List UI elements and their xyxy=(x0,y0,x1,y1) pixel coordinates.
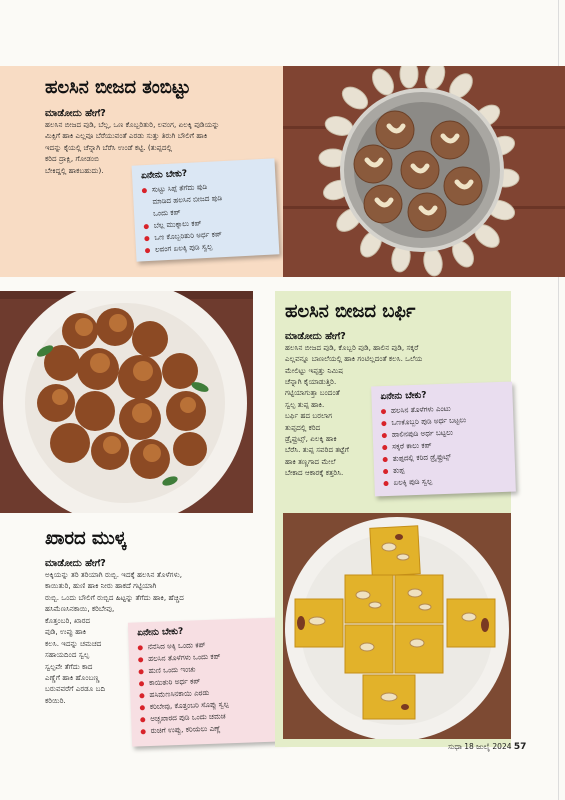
method-line: ಬೇಕಾದ ಆಕಾರಕ್ಕೆ ಕತ್ತರಿಸಿ. xyxy=(285,468,344,478)
method-line: ರುಬ್ಬಿ. ಒಂದು ಬೌಲಿಗೆ ರುಬ್ಬಿದ ಹಿಟ್ಟನ್ನು ತೆಗೆದು ಹಾಕಿ, ಹೆಚ್ಚಿದ xyxy=(45,592,184,602)
method-line: ಹಾಕಿ ತಣ್ಣಗಾದ ಮೇಲೆ xyxy=(285,456,336,466)
ingredient-item: ಸಕ್ಕರೆ ಕಾಲು ಕಪ್ xyxy=(382,437,506,453)
bullet-icon xyxy=(382,445,387,450)
bullet-icon xyxy=(144,236,149,241)
ingredient-item: ಮಾಡಿದ ಹಲಸಿನ ಬೀಜದ ಪುಡಿ xyxy=(152,193,223,206)
ingredients-list xyxy=(381,401,508,489)
bullet-icon xyxy=(381,421,386,426)
folio-text: ಸುಧಾ 18 ಜುಲೈ 2024 xyxy=(448,742,512,751)
method-line: ಸಹಾಯದಿಂದ ಸ್ವಲ್ಪ xyxy=(45,650,90,660)
recipe1-ingredients-card xyxy=(132,158,280,261)
ingredient-item: ಕರಿಬೇವು, ಕೊತ್ತಂಬರಿ ಸೊಪ್ಪು ಸ್ವಲ್ಪ xyxy=(140,697,278,714)
tambittu-photo xyxy=(283,66,565,277)
ingredients-heading: ಏನೇನು ಬೇಕು? xyxy=(380,390,427,403)
bullet-icon xyxy=(142,188,147,193)
bullet-icon xyxy=(383,481,388,486)
method-line: ಮಿಕ್ಸಿಗೆ ಹಾಕಿ ಎಲ್ಲವೂ ಬೆರೆಯುವಂತೆ ಎರಡು ಸುತ್ತು ತಿರುಗಿ ಬೌಲಿಗೆ ಹಾಕಿ xyxy=(45,131,208,141)
fritters-image xyxy=(0,291,253,513)
recipe2-method-heading: ಮಾಡೋದು ಹೇಗೆ? xyxy=(285,331,346,342)
ingredient-item: ಒಂದು ಕಪ್ xyxy=(152,207,181,218)
page-number: 57 xyxy=(513,742,527,752)
ingredient-item: ಲವಂಗ ಏಲಕ್ಕಿ ಪುಡಿ ಸ್ವಲ್ಪ xyxy=(145,238,271,257)
bullet-icon xyxy=(139,693,144,698)
method-line: ಕರಿಯಿರಿ. xyxy=(45,695,66,705)
ingredient-item: ಹಲಸಿನ ತೊಳೆಗಳು ಎಂಟು xyxy=(381,401,505,417)
recipe1-method-heading: ಮಾಡೋದು ಹೇಗೆ? xyxy=(45,108,106,119)
bullet-icon xyxy=(383,469,388,474)
ingredient-item: ಹಾಲಿನಪುಡಿ ಅರ್ಧ ಬಟ್ಟಲು xyxy=(382,425,506,441)
method-line: ತುಪ್ಪದಲ್ಲಿ ಕರಿದ xyxy=(285,422,321,432)
ingredient-item: ರುಚಿಗೆ ಉಪ್ಪು, ಕರಿಯಲು ಎಣ್ಣೆ xyxy=(140,721,278,738)
recipe3-method-text-narrow xyxy=(45,615,127,706)
method-line: ಚೆನ್ನಾಗಿ ಕೈಯಾಡುತ್ತಿರಿ. xyxy=(285,377,337,386)
method-line: ಹಲಸಿನ ಬೀಜದ ಪುಡಿ, ಬೆಲ್ಲ, ಒಣ ಕೊಬ್ಬರಿತುರಿ, ಲವಂಗ, ಏಲಕ್ಕಿ ಪುಡಿಯನ್ನು xyxy=(45,120,220,129)
ingredient-item: ಬೆಲ್ಲ ಮುಕ್ಕಾಲು ಕಪ್ xyxy=(143,214,269,233)
ingredients-list xyxy=(142,178,272,256)
method-line: ಗಟ್ಟಿಯಾಗುತ್ತಾ ಬಂದಂತೆ xyxy=(285,388,340,398)
method-line: ಅಕ್ಕಿಯನ್ನು ತರಿ ತರಿಯಾಗಿ ರುಬ್ಬಿ. ಇದಕ್ಕೆ ಹಲಸಿನ ತೊಳೆಗಳು, xyxy=(45,570,183,579)
ingredients-list xyxy=(138,637,279,738)
method-line: ಎಲ್ಲವನ್ನೂ ಬಾಣಲೆಯಲ್ಲಿ ಹಾಕಿ ಗಂಟಿಲ್ಲದಂತೆ ಕಲಸಿ. ಒಲೆಯ xyxy=(285,354,423,364)
bullet-icon xyxy=(383,457,388,462)
bullet-icon xyxy=(145,248,150,253)
method-line: ಹಸಿಮೆಣಸಿನಕಾಯಿ, ಕರಿಬೇವು, xyxy=(45,604,115,614)
bullet-icon xyxy=(140,705,145,710)
ingredient-item: ತುಪ್ಪ xyxy=(383,461,507,477)
method-line: ಕೊತ್ತಂಬರಿ, ಖಾರದ xyxy=(45,616,91,625)
method-line: ಪುಡಿ, ಉಪ್ಪು ಹಾಕಿ xyxy=(45,627,87,637)
ingredient-item: ಕಾಯಿತುರಿ ಅರ್ಧ ಕಪ್ xyxy=(139,673,277,690)
method-line: ಬರ್ಫಿ ಹದ ಬರಲಾಗ xyxy=(285,411,333,421)
recipe2-method-text-narrow xyxy=(285,376,375,479)
recipe3-ingredients-card xyxy=(128,617,287,746)
method-line: ಸ್ವಲ್ಪ ತುಪ್ಪ ಹಾಕಿ. xyxy=(285,399,325,409)
recipe3-method-text xyxy=(45,569,267,615)
method-line: ಎಣ್ಣೆಗೆ ಹಾಕಿ ಹೊಂಬಣ್ಣ xyxy=(45,673,100,683)
recipe2-ingredients-card xyxy=(371,382,516,497)
barfi-image xyxy=(283,513,511,739)
recipe3-method-heading: ಮಾಡೋದು ಹೇಗೆ? xyxy=(45,558,106,569)
recipe1-title: ಹಲಸಿನ ಬೀಜದ ತಂಬಿಟ್ಟು xyxy=(45,77,191,98)
ingredient-item: ಒಣ ಕೊಬ್ಬರಿತುರಿ ಅರ್ಧ ಕಪ್ xyxy=(144,226,270,245)
bullet-icon xyxy=(381,409,386,414)
bullet-icon xyxy=(144,224,149,229)
ingredient-item: ಹಲಸಿನ ತೊಳೆಗಳು ಒಂದು ಕಪ್ xyxy=(138,649,276,666)
method-line: ಬರುವವರೆಗೆ ಎರಡೂ ಬದಿ xyxy=(45,684,106,694)
ingredient-item: ಒಣಕೊಬ್ಬರಿ ಪುಡಿ ಅರ್ಧ ಬಟ್ಟಲು xyxy=(381,413,505,429)
method-line: ಕಾಯಿತುರಿ, ಹುಣಿ ಹಾಕಿ ನೀರು ಹಾಕದೆ ಗಟ್ಟಿಯಾಗಿ xyxy=(45,581,157,591)
recipe3-title: ಖಾರದ ಮುಳ್ಕ xyxy=(45,528,127,549)
method-line: ಸ್ವಲ್ಪವೇ ತೆಗೆದು ಕಾದ xyxy=(45,661,93,671)
method-line: ಡ್ರೈಫ್ರುಟ್ಸ್, ಏಲಕ್ಕಿ ಹಾಕಿ xyxy=(285,434,337,444)
method-line: ಮೇಲಿಟ್ಟು ಇಪ್ಪತ್ತು ನಿಮಿಷ xyxy=(285,365,344,375)
ingredient-item: ಹುಣಿ ಒಂದು ಇಂಚು xyxy=(138,661,276,678)
method-line: ಇದನ್ನು ಕೈಯಲ್ಲಿ ಚೆನ್ನಾಗಿ ಬೆರೆಸಿ ಉಂಡೆ ಕಟ್ಟಿ. (ತುಪ್ಪದಲ್ಲಿ xyxy=(45,142,172,152)
bullet-icon xyxy=(138,645,143,650)
method-line: ಬೆರೆಸಿ. ತುಪ್ಪ ಸವರಿದ ತಟ್ಟೆಗೆ xyxy=(285,445,349,455)
method-line: ಕಲಸಿ. ಇದನ್ನು ಚಮಚದ xyxy=(45,638,102,648)
method-line: ಕರಿದ ದ್ರಾಕ್ಷಿ, ಗೋಡಂಬಿ xyxy=(45,154,99,164)
bullet-icon xyxy=(139,681,144,686)
ingredient-item: ಏಲಕ್ಕಿ ಪುಡಿ ಸ್ವಲ್ಪ xyxy=(383,473,507,489)
method-line: ಬೇಕಿದ್ದಲ್ಲಿ ಹಾಕಬಹುದು). xyxy=(45,165,104,175)
bullet-icon xyxy=(138,657,143,662)
ingredients-heading: ಏನೇನು ಬೇಕು? xyxy=(137,626,184,639)
barfi-photo xyxy=(283,513,511,739)
method-line: ಹಲಸಿನ ಬೀಜದ ಪುಡಿ, ಕೊಬ್ಬರಿ ಪುಡಿ, ಹಾಲಿನ ಪುಡಿ, ಸಕ್ಕರೆ xyxy=(285,343,419,352)
ingredient-item: ಹಸಿಮೆಣಸಿನಕಾಯಿ ಎರಡು xyxy=(139,685,277,702)
recipe2-title: ಹಲಸಿನ ಬೀಜದ ಬರ್ಫಿ xyxy=(285,301,416,322)
page-folio xyxy=(448,742,526,752)
ingredient-item: ಸುಟ್ಟು ಸಿಪ್ಪೆ ತೆಗೆದು ಪುಡಿ xyxy=(142,178,268,197)
bullet-icon xyxy=(140,717,145,722)
bullet-icon xyxy=(141,729,146,734)
ingredient-item: ಅಚ್ಚಖಾರದ ಪುಡಿ ಒಂದು ಚಮಚ xyxy=(140,709,278,726)
recipe2-method-text xyxy=(285,342,503,376)
ingredient-item: ತುಪ್ಪದಲ್ಲಿ ಕರಿದ ಡ್ರೈಫ್ರುಟ್ಸ್ xyxy=(382,449,506,465)
fritters-photo xyxy=(0,291,253,513)
ingredients-heading: ಏನೇನು ಬೇಕು? xyxy=(140,168,188,182)
tambittu-image xyxy=(283,66,565,277)
bullet-icon xyxy=(139,669,144,674)
bullet-icon xyxy=(382,433,387,438)
ingredient-item: ನೆನೆಸಿದ ಅಕ್ಕಿ ಒಂದು ಕಪ್ xyxy=(138,637,276,654)
